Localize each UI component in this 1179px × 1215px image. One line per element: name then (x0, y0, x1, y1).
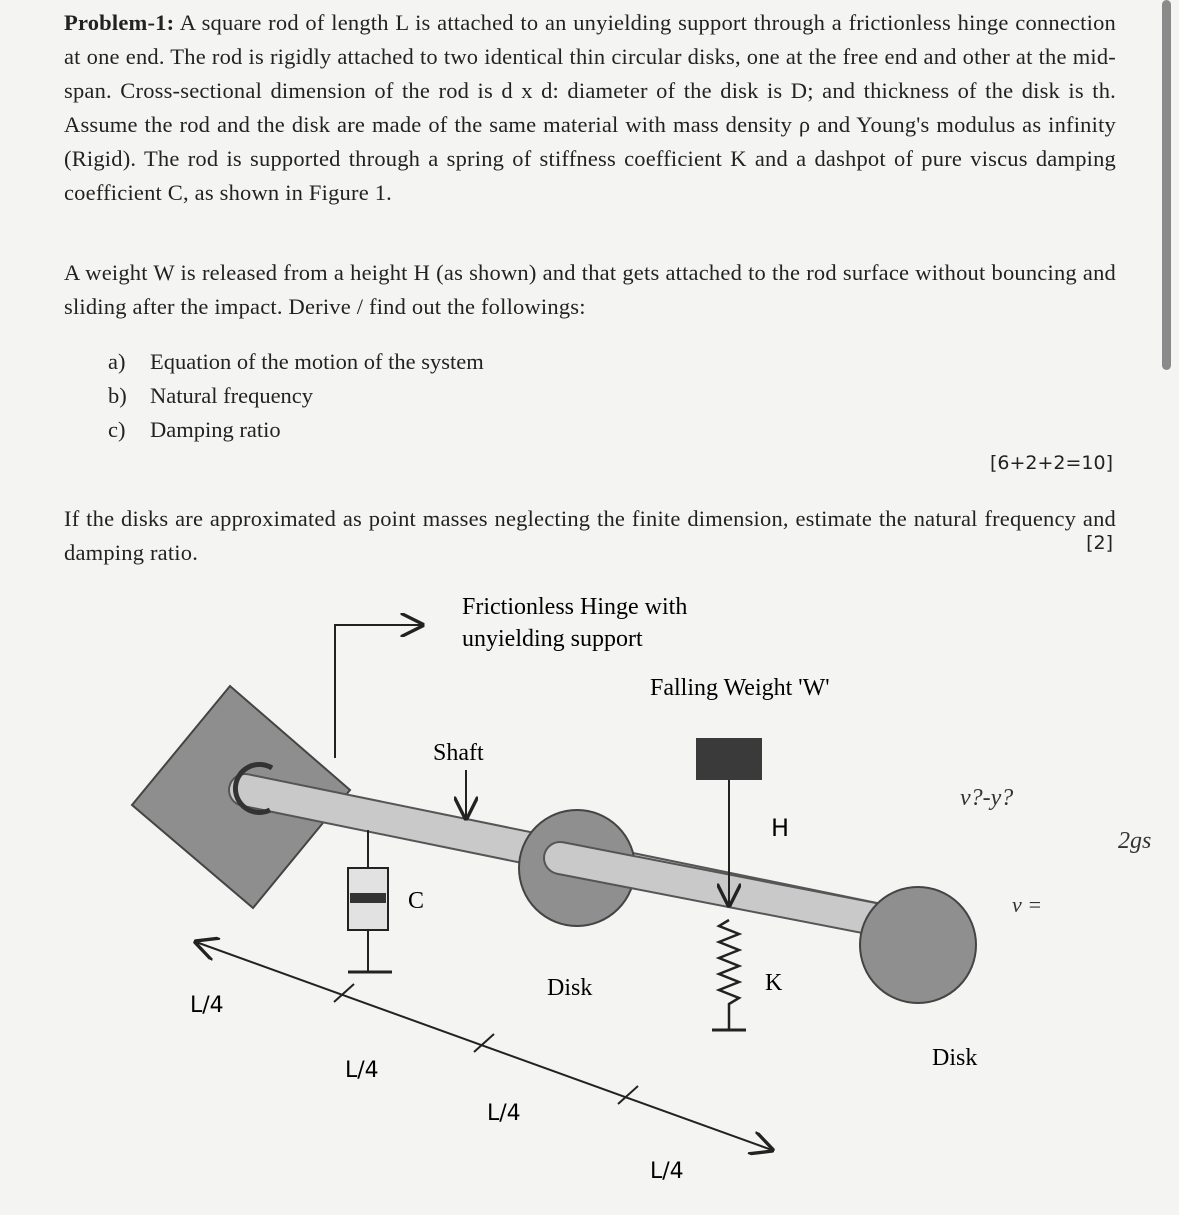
handwritten-note: v?-y? (960, 785, 1014, 811)
problem-statement-2: A weight W is released from a height H (as shown) and that gets attached to the rod surface without bouncing and sliding after the impact. Derive / find out the followings: (64, 260, 1116, 319)
disk-label-end: Disk (932, 1045, 978, 1071)
k-label: K (765, 970, 783, 996)
hinge-label-1: Frictionless Hinge with (462, 594, 688, 620)
dashpot (348, 830, 392, 972)
item-text: Equation of the motion of the system (150, 349, 484, 374)
item-text: Natural frequency (150, 383, 314, 408)
dim-label: L/4 (487, 1101, 521, 1126)
marks-extra: [2] (1086, 532, 1113, 554)
dimension-line (196, 942, 772, 1150)
hinge-leader (335, 625, 422, 758)
disk-label-mid: Disk (547, 975, 593, 1001)
item-marker: b) (108, 383, 127, 408)
extra-question: If the disks are approximated as point masses neglecting the finite dimension, estimate the natural frequency and damping ratio. (64, 506, 1116, 565)
problem-body: A square rod of length L is attached to an unyielding support through a frictionless hinge connection at one end. The rod is rigidly attached to two identical thin circular disks, one at the free end and other at the mid-span. Cross-sectional dimension of the rod is d x d: diameter of the disk is D; and thickness of the disk is th. Assume the rod and the disk are made of the same material with mass density ρ and Young's modulus as infinity (Rigid). The rod is supported through a spring of stiffness coefficient K and a dashpot of pure viscus damping coefficient C, as shown in Figure 1. (64, 10, 1116, 205)
item-marker: c) (108, 417, 126, 442)
handwritten-note: v = (1012, 892, 1043, 917)
marks-total: [6+2+2=10] (989, 452, 1113, 474)
weight-label: Falling Weight 'W' (650, 675, 830, 701)
item-marker: a) (108, 349, 126, 374)
item-text: Damping ratio (150, 417, 281, 442)
spring (719, 920, 739, 1030)
dim-label: L/4 (190, 993, 224, 1018)
dim-label: L/4 (650, 1159, 684, 1184)
dim-label: L/4 (345, 1058, 379, 1083)
hinge-label-2: unyielding support (462, 626, 643, 652)
handwritten-note: 2gs (1118, 828, 1152, 854)
shaft-label: Shaft (433, 740, 484, 766)
h-label: H (771, 814, 790, 842)
falling-weight (696, 738, 762, 780)
end-disk (860, 887, 976, 1003)
problem-label: Problem-1: (64, 10, 175, 35)
c-label: C (408, 888, 425, 914)
